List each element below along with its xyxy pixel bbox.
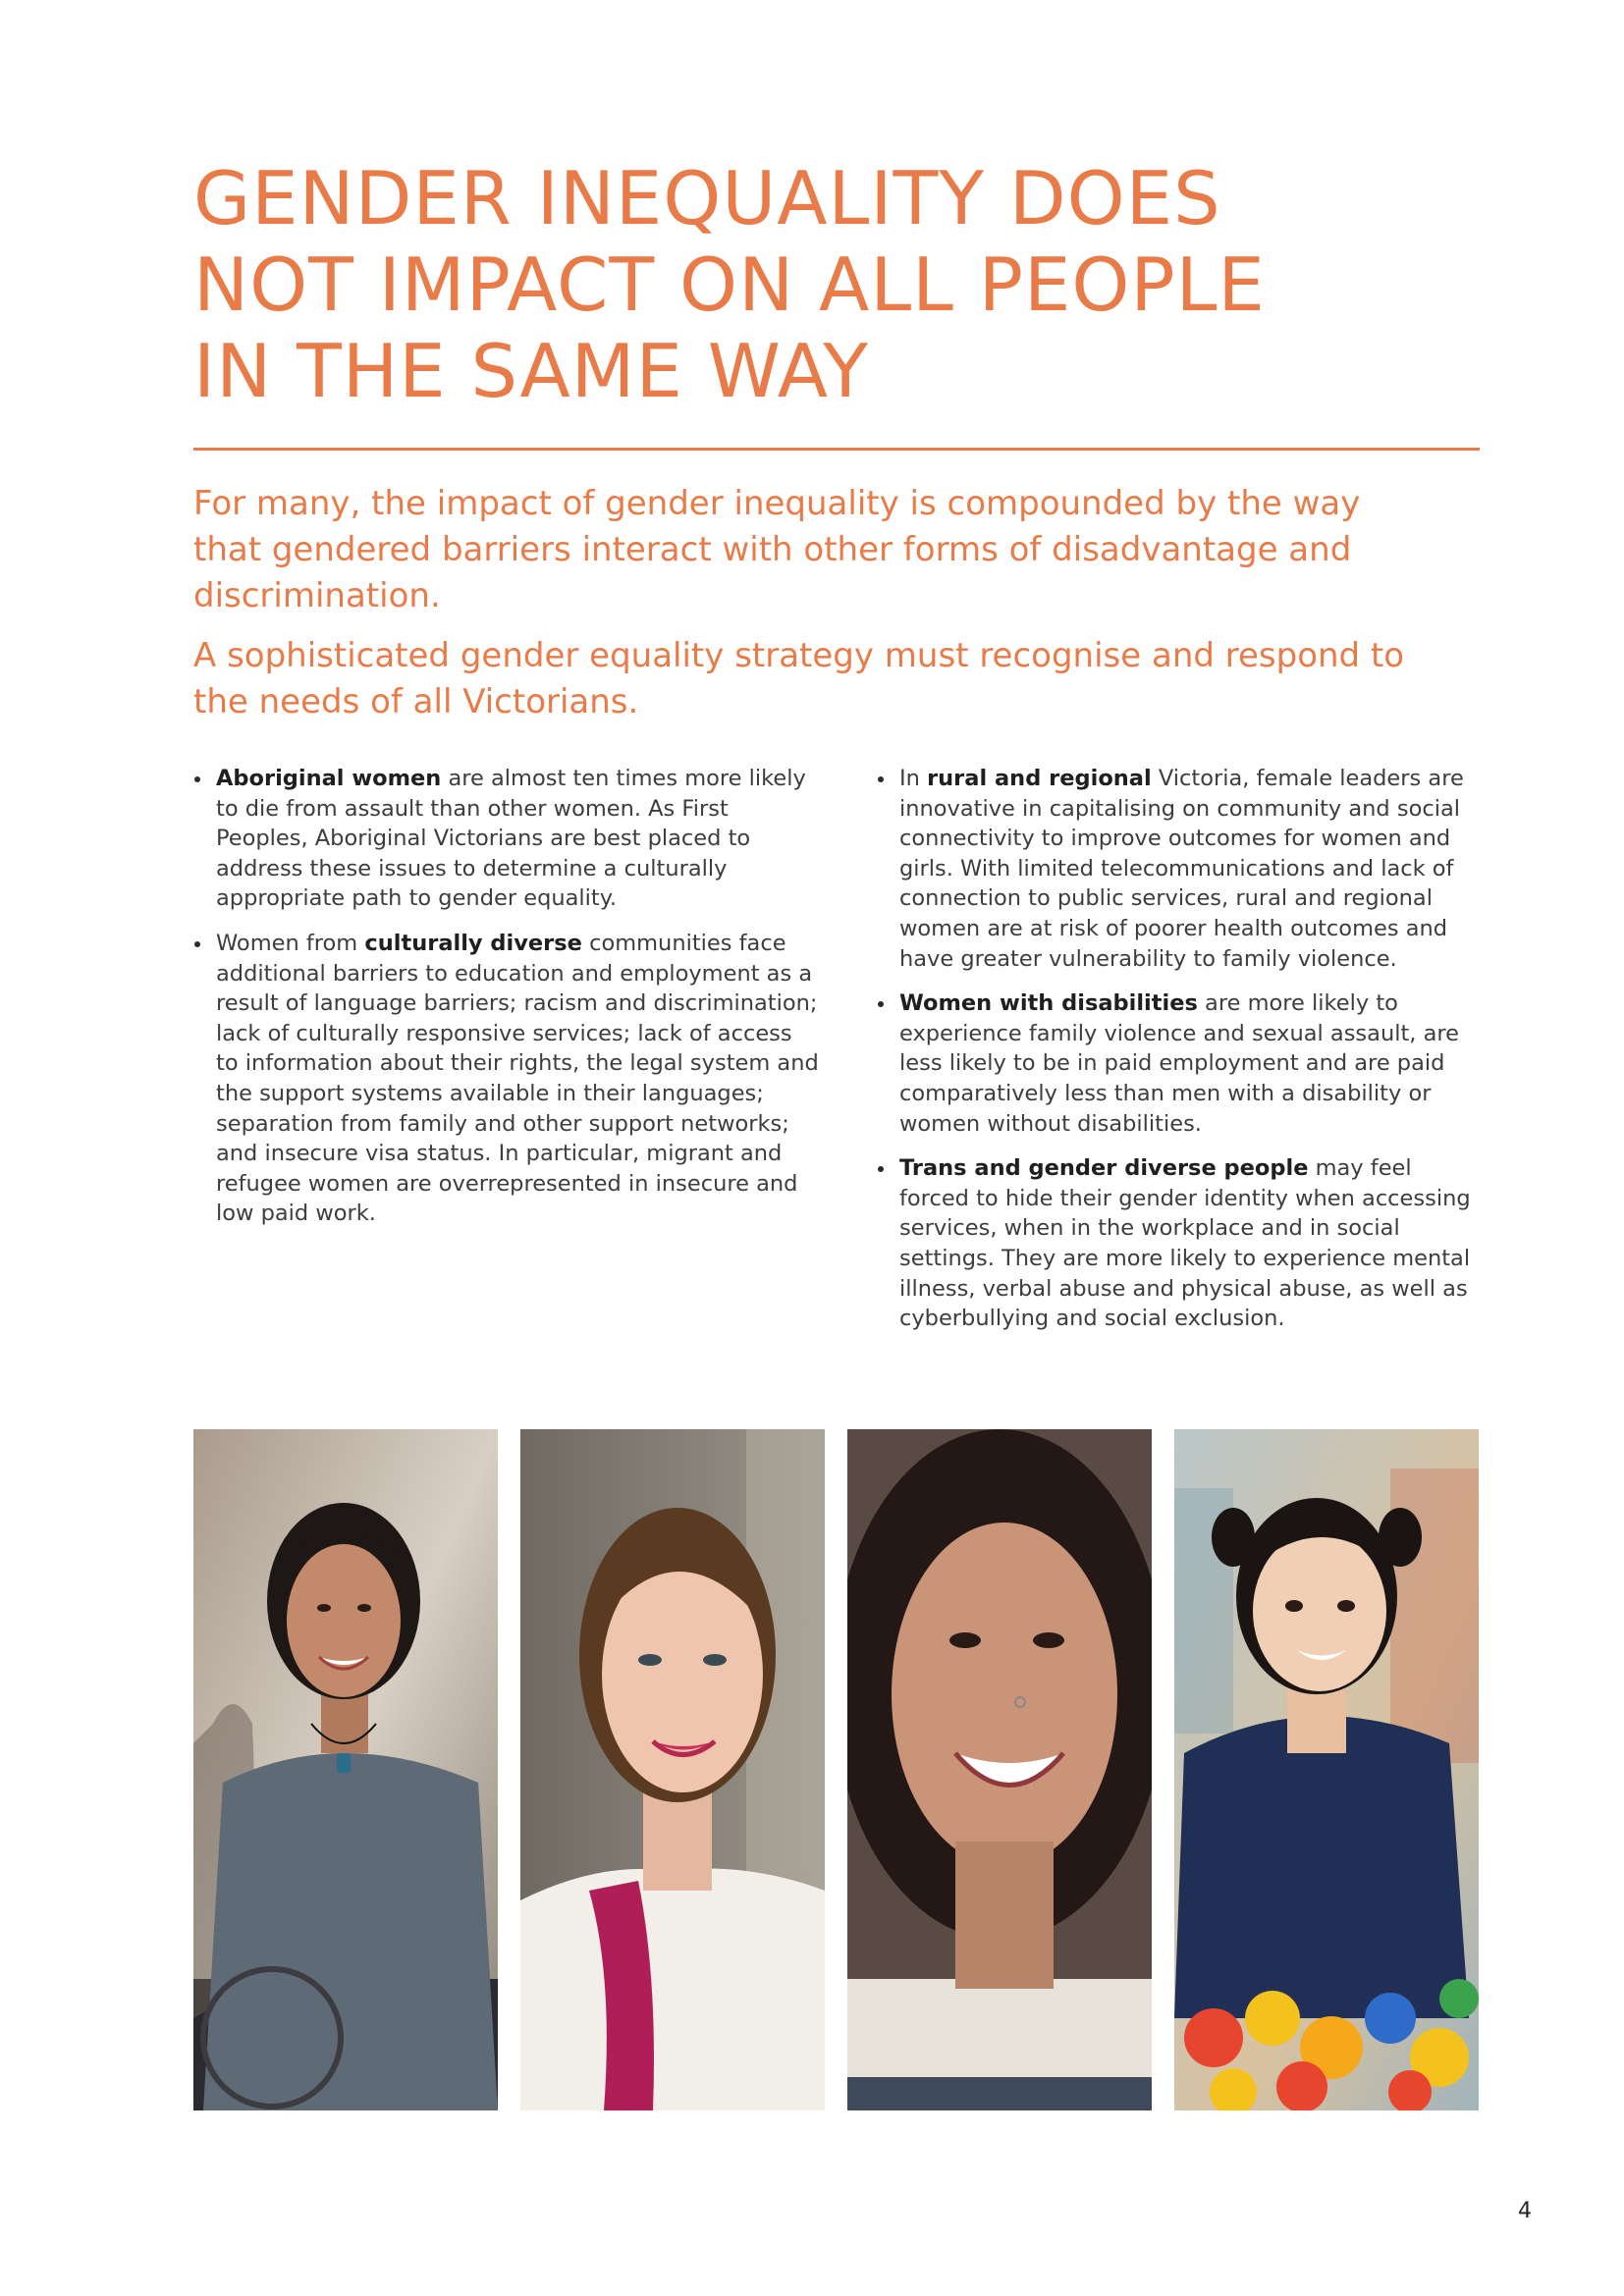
bullet-text-post: communities face additional barriers to education and employment as a result of language barriers; racism and discrimination; lack of culturally responsive services; lack of access to information about their rights, the legal system and the support systems available in their languages; separation from family and other support networks; and insecure visa status. In particular, migrant and refugee women are overrepresented in insecure and low paid work. — [216, 930, 819, 1227]
intro-text — [193, 481, 1411, 739]
photo-strip — [193, 1429, 1480, 2110]
photo-woman-wheelchair — [193, 1429, 498, 2110]
page-number: 4 — [1518, 2199, 1532, 2223]
photo-young-woman — [520, 1429, 825, 2110]
bullet-women-disabilities — [856, 988, 1485, 1139]
bullet-text-pre: In — [899, 766, 928, 791]
page-title — [193, 155, 1489, 414]
intro-paragraph-1: For many, the impact of gender inequality is compounded by the way that gendered barriers interact with other forms of disadvantage and discrimination. — [193, 484, 1361, 615]
bullet-aboriginal-women — [173, 764, 821, 914]
bullet-text-pre: Women from — [216, 930, 365, 956]
bullet-text-bold: rural and regional — [927, 766, 1152, 791]
bullet-text-post: may feel forced to hide their gender identity when accessing services, when in the workplace and in social settings. They are more likely to experience mental illness, verbal abuse and physical abuse, as well as cyberbullying and social exclusion. — [899, 1155, 1471, 1332]
bullet-text-post: are more likely to experience family violence and sexual assault, are less likely to be in paid employment and are paid comparatively less than men with a disability or women without disabilities. — [899, 990, 1459, 1137]
bullet-text-post: are almost ten times more likely to die from assault than other women. As First Peoples, Aboriginal Victorians are best placed to address these issues to determine a culturally appropriate path to gender equality. — [216, 766, 806, 912]
bullet-text-bold: Trans and gender diverse people — [899, 1155, 1309, 1182]
photo-laughing-woman — [847, 1429, 1152, 2110]
bullet-text-bold: culturally diverse — [364, 930, 582, 956]
bullet-rural-regional — [856, 764, 1485, 974]
title-line-2: NOT IMPACT ON ALL PEOPLE — [193, 241, 1266, 328]
title-divider — [193, 448, 1480, 451]
bullet-text-post: Victoria, female leaders are innovative in capitalising on community and social connectivity to improve outcomes for women and girls. With limited telecommunications and lack of connection to public services, rural and regional women are at risk of poorer health outcomes and have greater vulnerability to family violence. — [899, 766, 1464, 972]
intro-paragraph-2: A sophisticated gender equality strategy must recognise and respond to the needs of all Victorians. — [193, 636, 1405, 721]
left-column — [173, 764, 821, 1244]
title-line-1: GENDER INEQUALITY DOES — [193, 155, 1221, 241]
photo-young-girl — [1174, 1429, 1479, 2110]
bullet-trans-gender-diverse — [856, 1153, 1485, 1334]
bullet-text-bold: Women with disabilities — [899, 990, 1198, 1017]
bullet-culturally-diverse — [173, 929, 821, 1229]
right-column — [856, 764, 1485, 1349]
bullet-text-bold: Aboriginal women — [216, 766, 442, 791]
title-line-3: IN THE SAME WAY — [193, 328, 870, 414]
